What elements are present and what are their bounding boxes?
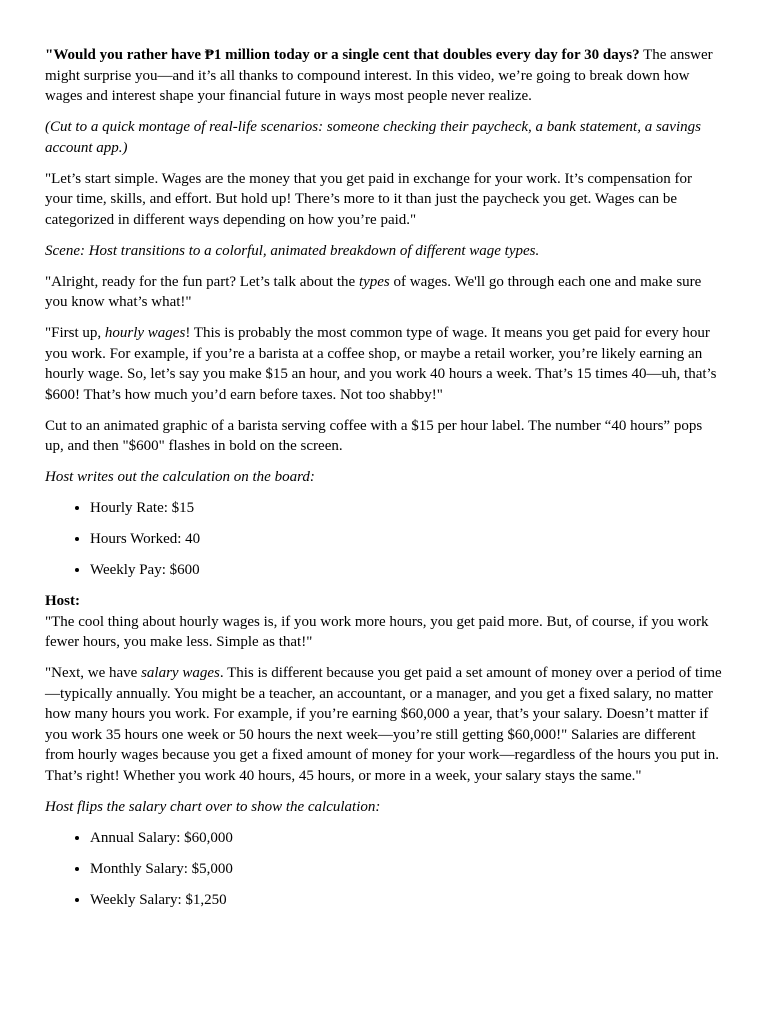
list-item: • Weekly Salary: $1,250 [90,890,723,911]
scene-direction: Scene: Host transitions to a colorful, animated breakdown of different wage types. [45,242,540,259]
list-item: • Annual Salary: $60,000 [90,828,723,849]
intro-rest: The answer might surprise you—and it’s all thanks to compound interest. In this video, we’re going to break down how wages and interest shape your financial future in ways most people never realize. [45,47,713,104]
types-intro-paragraph [45,272,723,313]
hourly-calc-list [45,498,723,581]
salary-calc-list [45,828,723,911]
host-line: "The cool thing about hourly wages is, if you work more hours, you get paid more. But, of course, if you work fewer hours, you make less. Simple as that!" [45,613,709,650]
salary-direction: Host flips the salary chart over to show the calculation: [45,798,381,815]
salary-paragraph [45,663,723,786]
salary-before: "Next, we have [45,665,142,681]
calc-direction: Host writes out the calculation on the board: [45,469,315,485]
list-item: • Hours Worked: 40 [90,529,723,550]
list-item: • Monthly Salary: $5,000 [90,859,723,880]
montage-direction: (Cut to a quick montage of real-life scenarios: someone checking their paycheck, a bank statement, a savings account app.) [45,119,701,156]
types-intro-emph: types [358,273,390,290]
salary-emph: salary wages [141,665,220,681]
types-intro-after: of wages. We'll go through each one and make sure you know what’s what!" [45,273,702,310]
list-item: • Hourly Rate: $15 [90,498,723,519]
host-label: Host: [45,593,80,609]
list-item: • Weekly Pay: $600 [90,560,723,581]
hourly-paragraph [45,323,723,405]
wages-definition: "Let’s start simple. Wages are the money that you get paid in exchange for your work. It’s compensation for your time, skills, and effort. But hold up! There’s more to it than just the paycheck you get. Wages can be categorized in different ways depending on how you’re paid." [45,170,692,228]
intro-paragraph [45,45,723,107]
intro-hook: "Would you rather have ₱1 million today or a single cent that doubles every day for 30 days? [45,47,640,63]
barista-direction: Cut to an animated graphic of a barista serving coffee with a $15 per hour label. The number “40 hours” pops up, and then "$600" flashes in bold on the screen. [45,417,703,454]
hourly-after: ! This is probably the most common type of wage. It means you get paid for every hour you work. For example, if you’re a barista at a coffee shop, or maybe a retail worker, you’re likely earning an hourly wage. So, let’s say you make $15 an hour, and you work 40 hours a week. That’s 15 times 40—uh, that’s $600! That’s how much you’d earn before taxes. Not too shabby!" [45,325,717,403]
salary-after: . This is different because you get paid a set amount of money over a period of time—typically annually. You might be a teacher, an accountant, or a manager, and you get a fixed salary, no matter how many hours you work. For example, if you’re earning $60,000 a year, that’s your salary. Doesn’t matter if you work 35 hours one week or 50 hours the next week—you’re still getting $60,000!" Salaries are different from hourly wages because you get a fixed amount of money for your work—regardless of the hours you put in. That’s right! Whether you work 40 hours, 45 hours, or more in a week, your salary stays the same." [45,665,722,784]
host-block [45,591,723,653]
hourly-before: "First up, [45,325,105,341]
hourly-emph: hourly wages [104,325,186,341]
types-intro-before: "Alright, ready for the fun part? Let’s talk about the [45,273,359,290]
